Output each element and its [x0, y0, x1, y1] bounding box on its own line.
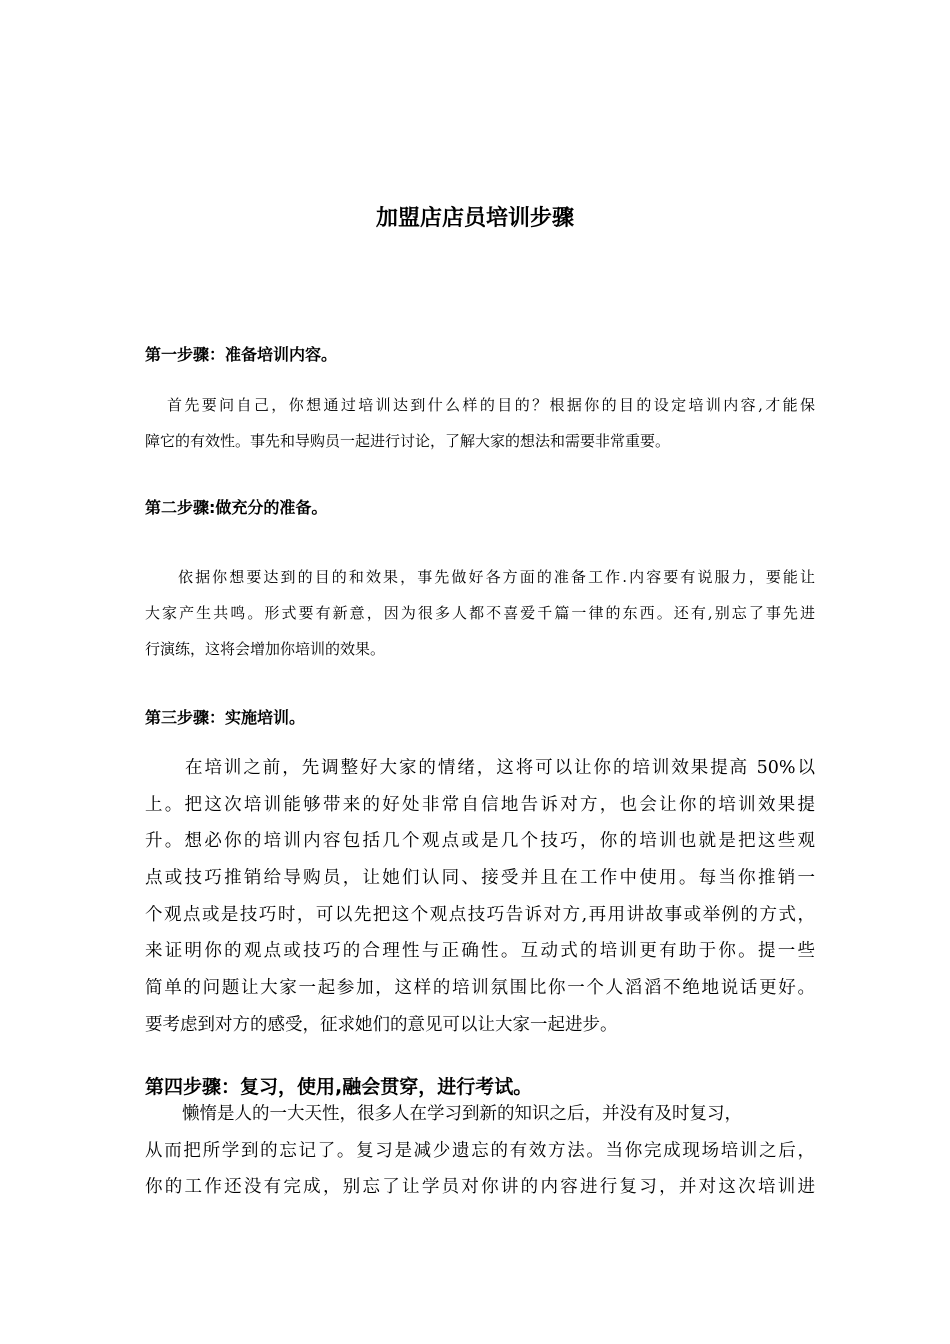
paragraph-line: 懒惰是人的一大天性，很多人在学习到新的知识之后，并没有及时复习，: [182, 1104, 742, 1124]
paragraph-line: 依据你想要达到的目的和效果，事先做好各方面的准备工作.内容要有说服力，要能让: [178, 568, 815, 586]
paragraph-line: 升。想必你的培训内容包括几个观点或是几个技巧，你的培训也就是把这些观: [145, 831, 815, 852]
paragraph-line: 简单的问题让大家一起参加，这样的培训氛围比你一个人滔滔不绝地说话更好。: [145, 978, 815, 999]
paragraph-line: 上。把这次培训能够带来的好处非常自信地告诉对方，也会让你的培训效果提: [145, 794, 815, 815]
step-1-paragraph: [145, 387, 815, 459]
paragraph-line: 障它的有效性。事先和导购员一起进行讨论，了解大家的想法和需要非常重要。: [145, 432, 671, 450]
paragraph-line: 行演练，这将会增加你培训的效果。: [145, 640, 386, 658]
step-3-paragraph: [145, 750, 815, 1044]
paragraph-line: 首先要问自己，你想通过培训达到什么样的目的？根据你的目的设定培训内容,才能保: [167, 396, 815, 414]
step-3-heading: 第三步骤：实施培训。: [145, 708, 306, 727]
paragraph-line: 个观点或是技巧时，可以先把这个观点技巧告诉对方,再用讲故事或举例的方式，: [145, 904, 815, 925]
paragraph-line: 你的工作还没有完成，别忘了让学员对你讲的内容进行复习，并对这次培训进: [145, 1177, 815, 1198]
paragraph-line: 大家产生共鸣。形式要有新意，因为很多人都不喜爱千篇一律的东西。还有,别忘了事先进: [145, 604, 815, 622]
step-2-paragraph: [145, 559, 815, 667]
paragraph-line: 点或技巧推销给导购员，让她们认同、接受并且在工作中使用。每当你推销一: [145, 868, 815, 889]
paragraph-line: 在培训之前，先调整好大家的情绪，这将可以让你的培训效果提高 50%以: [185, 758, 815, 778]
document-title: 加盟店店员培训步骤: [375, 206, 574, 231]
paragraph-line: 要考虑到对方的感受，征求她们的意见可以让大家一起进步。: [145, 1014, 618, 1035]
paragraph-line: 来证明你的观点或技巧的合理性与正确性。互动式的培训更有助于你。提一些: [145, 941, 815, 962]
step-4-paragraph: [145, 1096, 815, 1206]
step-2-heading: 第二步骤:做充分的准备。: [145, 498, 328, 517]
step-1-heading: 第一步骤：准备培训内容。: [145, 345, 338, 364]
step-4-heading: 第四步骤：复习，使用,融会贯穿，进行考试。: [145, 1076, 533, 1098]
paragraph-line: 从而把所学到的忘记了。复习是减少遗忘的有效方法。当你完成现场培训之后，: [145, 1140, 815, 1161]
